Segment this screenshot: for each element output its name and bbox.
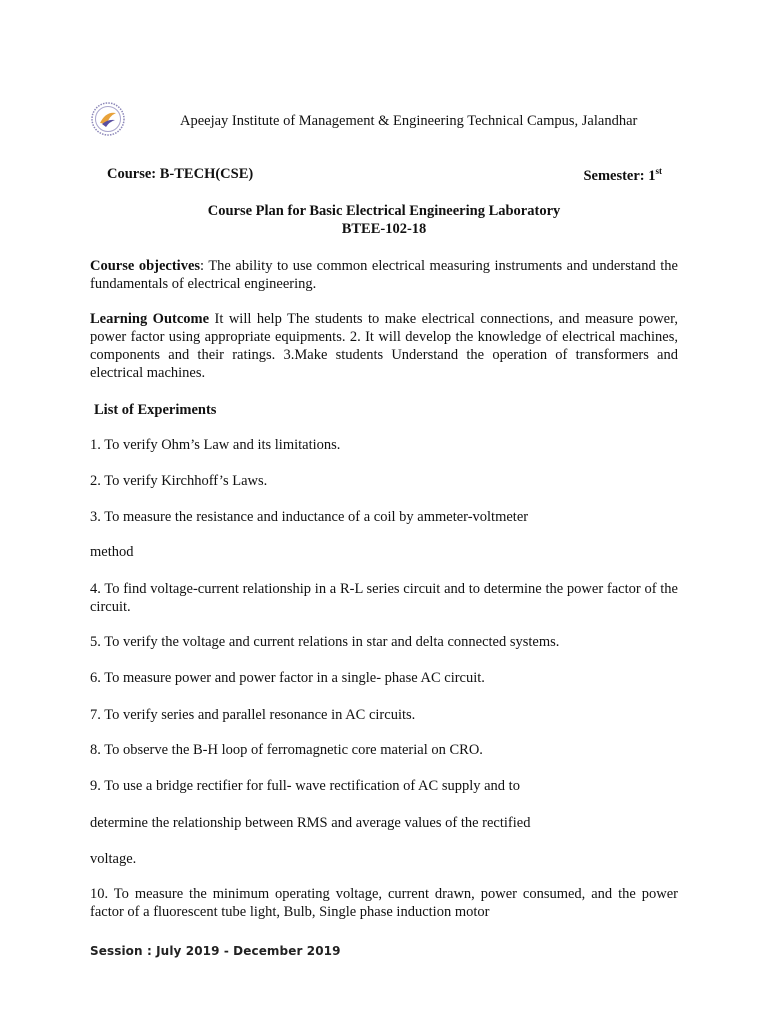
objectives-text: : The ability to use common electrical measuring instruments and understand the fundamentals of electrical engineering. — [90, 258, 678, 292]
experiment-item: 4. To find voltage-current relationship in a R-L series circuit and to determine the power factor of the circuit. — [90, 581, 678, 615]
course-info-row — [107, 166, 662, 186]
experiment-item: 9. To use a bridge rectifier for full- wave rectification of AC supply and to — [90, 778, 520, 794]
learning-outcome — [90, 310, 678, 382]
experiment-item: 7. To verify series and parallel resonance in AC circuits. — [90, 707, 416, 723]
experiment-item: 1. To verify Ohm’s Law and its limitations. — [90, 437, 341, 453]
experiment-item: determine the relationship between RMS and average values of the rectified — [90, 815, 531, 831]
experiment-item: 5. To verify the voltage and current relations in star and delta connected systems. — [90, 634, 560, 650]
experiment-item: 6. To measure power and power factor in a single- phase AC circuit. — [90, 670, 485, 686]
outcome-heading: Learning Outcome — [90, 311, 210, 327]
semester-superscript: st — [655, 166, 662, 176]
experiment-item: 2. To verify Kirchhoff’s Laws. — [90, 473, 268, 489]
institute-name: Apeejay Institute of Management & Engineering Technical Campus, Jalandhar — [180, 113, 638, 129]
experiment-item: 10. To measure the minimum operating voltage, current drawn, power consumed, and the power factor of a fluorescent tube light, Bulb, Single phase induction motor — [90, 886, 678, 920]
experiment-item: 8. To observe the B-H loop of ferromagnetic core material on CRO. — [90, 742, 483, 758]
experiments-heading: List of Experiments — [94, 402, 217, 418]
experiment-item: voltage. — [90, 851, 137, 867]
outcome-text: It will help The students to make electrical connections, and measure power, power factor using appropriate equipments. 2. It will develop the knowledge of electrical machines, components and their ratings. 3.Make students Understand the operation of transformers and electrical machines. — [90, 311, 678, 381]
institute-logo — [91, 102, 125, 136]
course-plan-title: Course Plan for Basic Electrical Engineering Laboratory — [207, 203, 561, 219]
session-footer: Session : July 2019 - December 2019 — [90, 944, 341, 958]
course-code: BTEE-102-18 — [341, 221, 427, 237]
course-objectives — [90, 257, 678, 293]
experiment-item: method — [90, 544, 134, 560]
experiment-item: 3. To measure the resistance and inductance of a coil by ammeter-voltmeter — [90, 509, 529, 525]
objectives-heading: Course objectives — [90, 258, 201, 274]
course-label: Course: B-TECH(CSE) — [107, 166, 254, 182]
semester-label: Semester: 1st — [583, 166, 662, 184]
